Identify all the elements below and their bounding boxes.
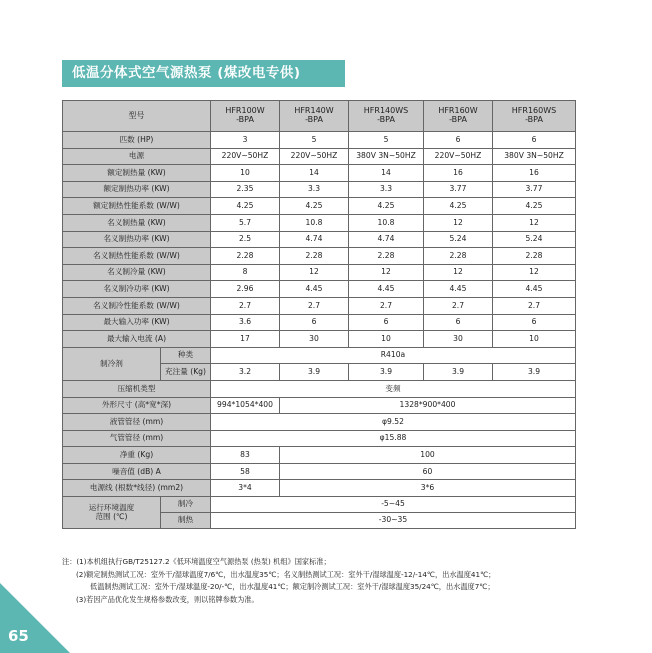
cell-value: 2.28 [349, 248, 424, 265]
cell-value: 5 [280, 132, 349, 149]
refrigerant-type-value: R410a [211, 347, 576, 364]
cell-value: 4.25 [280, 198, 349, 215]
cell-value: 2.7 [424, 297, 493, 314]
cell-value: 14 [280, 165, 349, 182]
cell-value: 4.74 [280, 231, 349, 248]
cell-value: 2.7 [280, 297, 349, 314]
cell-value: 3.3 [280, 181, 349, 198]
model-name: HFR140W [294, 106, 334, 116]
compressor-value: 变频 [211, 380, 576, 397]
model-suffix: -BPA [525, 115, 543, 124]
table-row [63, 148, 576, 165]
cell-value: 4.25 [424, 198, 493, 215]
table-row [63, 165, 576, 182]
cell-value: 3.9 [424, 364, 493, 381]
cell-value: 4.45 [493, 281, 576, 298]
cell-value: 100 [280, 447, 576, 464]
row-label: 最大输入电流 (A) [63, 331, 211, 348]
model-header [211, 101, 280, 132]
table-row [63, 380, 576, 397]
model-name: HFR160W [438, 106, 478, 116]
cell-value: 380V 3N~50HZ [493, 148, 576, 165]
cell-value: 12 [424, 214, 493, 231]
header-label: 型号 [63, 101, 211, 132]
row-label: 名义制热功率 (KW) [63, 231, 211, 248]
note-2: (2)额定制热测试工况：室外干/湿球温度7/6℃，出水温度35℃；名义制热测试工况：室外干/湿球温度-12/-14℃，出水温度41℃； [76, 569, 496, 579]
cell-value: 17 [211, 331, 280, 348]
cell-value: 380V 3N~50HZ [349, 148, 424, 165]
model-header [493, 101, 576, 132]
table-row [63, 397, 576, 414]
ambient-label-line: 运行环境温度 [88, 503, 135, 513]
cell-value: 3.6 [211, 314, 280, 331]
cell-value: φ9.52 [211, 414, 576, 431]
table-row [63, 264, 576, 281]
cell-value: 10 [493, 331, 576, 348]
dimensions-label: 外形尺寸 (高*宽*深) [63, 397, 211, 414]
cell-value: 12 [493, 264, 576, 281]
cell-value: 2.28 [211, 248, 280, 265]
table-row [63, 347, 576, 364]
row-label: 额定制热功率 (KW) [63, 181, 211, 198]
cell-value: 3.77 [493, 181, 576, 198]
cell-value: 4.45 [424, 281, 493, 298]
cell-value: 3.9 [349, 364, 424, 381]
model-name: HFR140WS [363, 106, 409, 116]
cell-value: 4.45 [280, 281, 349, 298]
row-label: 名义制热量 (KW) [63, 214, 211, 231]
liquid-pipe-label: 液管管径 (mm) [63, 414, 211, 431]
table-row [63, 281, 576, 298]
net-weight-label: 净重 (Kg) [63, 447, 211, 464]
cell-value: 6 [349, 314, 424, 331]
model-name: HFR100W [225, 106, 265, 116]
cell-value: -5~45 [211, 497, 576, 513]
compressor-label: 压缩机类型 [63, 380, 211, 397]
cell-value: 2.5 [211, 231, 280, 248]
cell-value: 994*1054*400 [211, 397, 280, 414]
cell-value: 60 [280, 463, 576, 480]
cell-value: 6 [424, 132, 493, 149]
model-suffix: -BPA [377, 115, 395, 124]
table-row [63, 101, 576, 132]
row-label: 最大输入功率 (KW) [63, 314, 211, 331]
noise-label: 噪音值 (dB) A [63, 463, 211, 480]
page-number: 65 [8, 627, 29, 645]
model-header [424, 101, 493, 132]
cell-value: 5.24 [424, 231, 493, 248]
ambient-cool-label: 制冷 [161, 497, 211, 513]
cell-value: 220V~50HZ [280, 148, 349, 165]
table-row [63, 198, 576, 215]
table-row [63, 132, 576, 149]
cell-value: 12 [424, 264, 493, 281]
table-row [63, 214, 576, 231]
section-title: 低温分体式空气源热泵 (煤改电专供) [62, 60, 345, 87]
cell-value: 2.7 [211, 297, 280, 314]
table-row [63, 331, 576, 348]
cell-value: 1328*900*400 [280, 397, 576, 414]
model-header [349, 101, 424, 132]
table-row [63, 414, 576, 431]
cell-value: 220V~50HZ [211, 148, 280, 165]
row-label: 名义制热性能系数 (W/W) [63, 248, 211, 265]
refrigerant-label: 制冷剂 [63, 347, 161, 380]
row-label: 额定制热量 (KW) [63, 165, 211, 182]
cell-value: 2.28 [424, 248, 493, 265]
spec-table [62, 100, 576, 529]
cell-value: 58 [211, 463, 280, 480]
cell-value: φ15.88 [211, 430, 576, 447]
cell-value: 5.24 [493, 231, 576, 248]
refrigerant-type-label: 种类 [161, 347, 211, 364]
cell-value: 8 [211, 264, 280, 281]
cell-value: 14 [349, 165, 424, 182]
cell-value: 16 [493, 165, 576, 182]
ambient-label [63, 497, 161, 529]
cell-value: 4.25 [349, 198, 424, 215]
table-row [63, 248, 576, 265]
cell-value: 5 [349, 132, 424, 149]
cell-value: 3.9 [493, 364, 576, 381]
cell-value: 3 [211, 132, 280, 149]
cell-value: 4.74 [349, 231, 424, 248]
note-3: (3)若因产品优化发生规格参数改变，则以铭牌参数为准。 [76, 594, 259, 604]
footnotes [62, 556, 622, 606]
table-row [63, 231, 576, 248]
cell-value: 10 [349, 331, 424, 348]
cell-value: 6 [493, 132, 576, 149]
refrigerant-charge-label: 充注量 (Kg) [161, 364, 211, 381]
table-row [63, 463, 576, 480]
table-row [63, 181, 576, 198]
table-row [63, 430, 576, 447]
cell-value: 2.96 [211, 281, 280, 298]
model-suffix: -BPA [236, 115, 254, 124]
cell-value: 10.8 [280, 214, 349, 231]
table-row [63, 447, 576, 464]
cell-value: 6 [424, 314, 493, 331]
cell-value: 12 [280, 264, 349, 281]
cell-value: 220V~50HZ [424, 148, 493, 165]
cell-value: 6 [280, 314, 349, 331]
cell-value: 5.7 [211, 214, 280, 231]
cell-value: 30 [424, 331, 493, 348]
cell-value: 16 [424, 165, 493, 182]
power-cable-label: 电源线 (根数*线径) (mm2) [63, 480, 211, 497]
cell-value: 2.35 [211, 181, 280, 198]
model-suffix: -BPA [305, 115, 323, 124]
cell-value: 2.28 [493, 248, 576, 265]
table-row [63, 480, 576, 497]
model-name: HFR160WS [511, 106, 557, 116]
row-label: 名义制冷功率 (KW) [63, 281, 211, 298]
cell-value: 83 [211, 447, 280, 464]
row-label: 名义制冷性能系数 (W/W) [63, 297, 211, 314]
note-1: 注：(1)本机组执行GB/T25127.2《低环境温度空气源热泵 (热泵) 机组》国家标准； [62, 557, 331, 566]
table-row [63, 497, 576, 513]
cell-value: 3*6 [280, 480, 576, 497]
cell-value: 4.25 [493, 198, 576, 215]
cell-value: 30 [280, 331, 349, 348]
row-label: 名义制冷量 (KW) [63, 264, 211, 281]
model-suffix: -BPA [449, 115, 467, 124]
cell-value: 3*4 [211, 480, 280, 497]
ambient-heat-label: 制热 [161, 513, 211, 529]
cell-value: 6 [493, 314, 576, 331]
cell-value: 3.3 [349, 181, 424, 198]
ambient-label-line: 范围 (℃) [95, 511, 128, 521]
cell-value: 12 [493, 214, 576, 231]
cell-value: -30~35 [211, 513, 576, 529]
row-label: 电源 [63, 148, 211, 165]
row-label: 匹数 (HP) [63, 132, 211, 149]
cell-value: 2.7 [493, 297, 576, 314]
model-header [280, 101, 349, 132]
cell-value: 10.8 [349, 214, 424, 231]
cell-value: 3.77 [424, 181, 493, 198]
cell-value: 2.28 [280, 248, 349, 265]
cell-value: 10 [211, 165, 280, 182]
row-label: 额定制热性能系数 (W/W) [63, 198, 211, 215]
table-row [63, 314, 576, 331]
cell-value: 12 [349, 264, 424, 281]
cell-value: 2.7 [349, 297, 424, 314]
cell-value: 4.25 [211, 198, 280, 215]
cell-value: 3.9 [280, 364, 349, 381]
gas-pipe-label: 气管管径 (mm) [63, 430, 211, 447]
cell-value: 4.45 [349, 281, 424, 298]
table-row [63, 297, 576, 314]
note-2-cont: 低温制热测试工况：室外干/湿球温度-20/-℃，出水温度41℃；额定制冷测试工况：室外干/湿球温度35/24℃，出水温度7℃； [90, 582, 495, 592]
cell-value: 3.2 [211, 364, 280, 381]
